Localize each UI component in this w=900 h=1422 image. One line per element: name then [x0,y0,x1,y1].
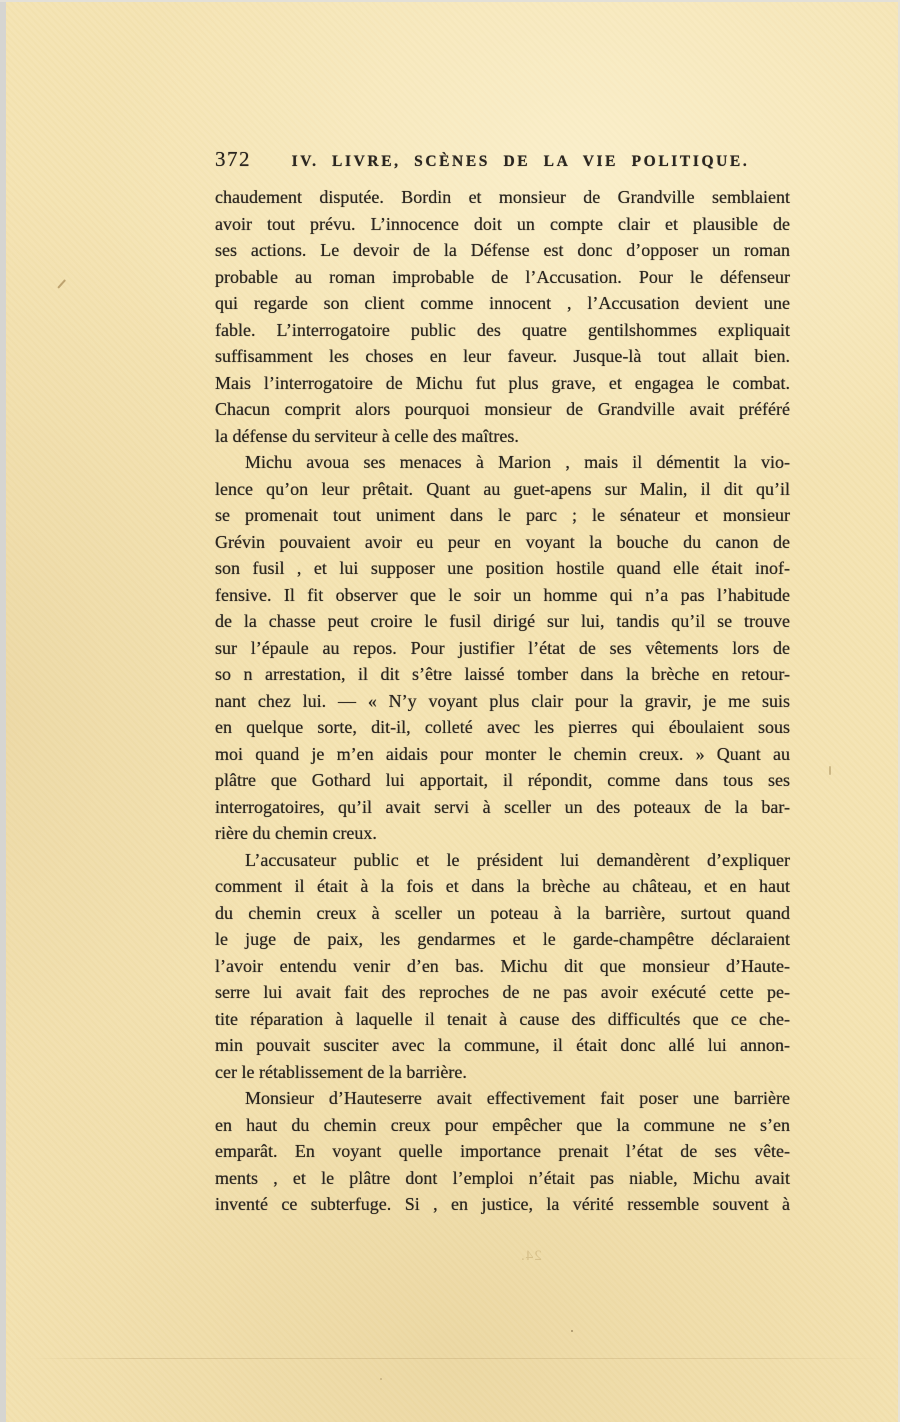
text-line: fable. L’interrogatoire public des quatre gentilshommes expliquait [215,319,790,340]
text-line: L’accusateur public et le président lui demandèrent d’expliquer [245,849,790,870]
text-line: min pouvait susciter avec la commune, il était donc allé lui annon- [215,1035,790,1055]
running-header [215,147,790,172]
paragraph [215,184,790,449]
text-line: de la chasse peut croire le fusil dirigé sur lui, tandis qu’il se trouve [215,611,790,631]
text-line: interrogatoires, qu’il avait servi à sceller un des poteaux de la bar- [215,796,790,817]
text-line: plâtre que Gothard lui apportait, il répondit, comme dans tous ses [215,770,790,790]
text-line: avoir tout prévu. L’innocence doit un compte clair et plausible de [215,213,790,234]
text-line: le juge de paix, les gendarmes et le garde-champêtre déclaraient [215,929,790,949]
text-line: Michu avoua ses menaces à Marion , mais il démentit la vio- [245,452,790,472]
text-line: chaudement disputée. Bordin et monsieur de Grandville semblaient [215,187,790,207]
text-line: suffisamment les choses en leur faveur. Jusque-là tout allait bien. [215,346,790,366]
text-line: tite réparation à laquelle il tenait à cause des difficultés que ce che- [215,1008,790,1029]
text-line: nant chez lui. — « N’y voyant plus clair pour la gravir, je me suis [215,690,790,711]
paper-scratch [829,766,831,775]
text-line: du chemin creux à sceller un poteau à la barrière, surtout quand [215,902,790,923]
text-line: Chacun comprit alors pourquoi monsieur de Grandville avait préféré [215,399,790,419]
text-line: fensive. Il fit observer que le soir un homme qui n’a pas l’habitude [215,584,790,605]
text-line: rière du chemin creux. [215,823,377,843]
text-line: lence qu’on leur prêtait. Quant au guet-apens sur Malin, il dit qu’il [215,478,790,499]
paragraph [215,449,790,847]
show-through-signature-mark: 24. [520,1248,542,1264]
running-title: IV. LIVRE, SCÈNES DE LA VIE POLITIQUE. [291,153,750,170]
paper-crease [28,1358,888,1359]
text-block [215,184,790,1218]
text-line: Monsieur d’Hauteserre avait effectivement fait poser une barrière [245,1088,790,1108]
text-line: en haut du chemin creux pour empêcher que la commune ne s’en [215,1114,790,1135]
paper-scratch [57,279,66,288]
text-line: moi quand je m’en aidais pour monter le chemin creux. » Quant au [215,743,790,764]
text-line: ments , et le plâtre dont l’emploi n’était pas niable, Michu avait [215,1167,790,1188]
text-line: inventé ce subterfuge. Si , en justice, la vérité ressemble souvent à [215,1194,790,1214]
text-line: sur l’épaule au repos. Pour justifier l’état de ses vêtements lors de [215,637,790,658]
text-line: cer le rétablissement de la barrière. [215,1061,467,1082]
text-line: ses actions. Le devoir de la Défense est donc d’opposer un roman [215,240,790,260]
paragraph [215,847,790,1086]
text-line: serre lui avait fait des reproches de ne pas avoir exécuté cette pe- [215,982,790,1002]
scanner-edge-left [0,0,6,1422]
text-line: son fusil , et lui supposer une position hostile quand elle était inof- [215,558,790,578]
text-line: qui regarde son client comme innocent , l’Accusation devient une [215,293,790,313]
scanner-edge-top [0,0,900,2]
paper-speck [380,1378,382,1380]
text-line: comment il était à la fois et dans la brèche au château, et en haut [215,876,790,896]
text-line: probable au roman improbable de l’Accusation. Pour le défenseur [215,266,790,287]
text-line: se promenait tout uniment dans le parc ; le sénateur et monsieur [215,505,790,525]
text-line: l’avoir entendu venir d’en bas. Michu dit que monsieur d’Haute- [215,955,790,976]
text-line: Grévin pouvaient avoir eu peur en voyant la bouche du canon de [215,531,790,552]
page-number: 372 [215,147,251,171]
paragraph [215,1085,790,1218]
paper-speck [571,1330,573,1332]
text-line: Mais l’interrogatoire de Michu fut plus grave, et engagea le combat. [215,372,790,393]
text-line: emparât. En voyant quelle importance prenait l’état de ses vête- [215,1141,790,1161]
text-line: en quelque sorte, dit-il, colleté avec les pierres qui éboulaient sous [215,717,790,737]
text-line: so n arrestation, il dit s’être laissé tomber dans la brèche en retour- [215,664,790,684]
text-line: la défense du serviteur à celle des maîtres. [215,425,519,446]
